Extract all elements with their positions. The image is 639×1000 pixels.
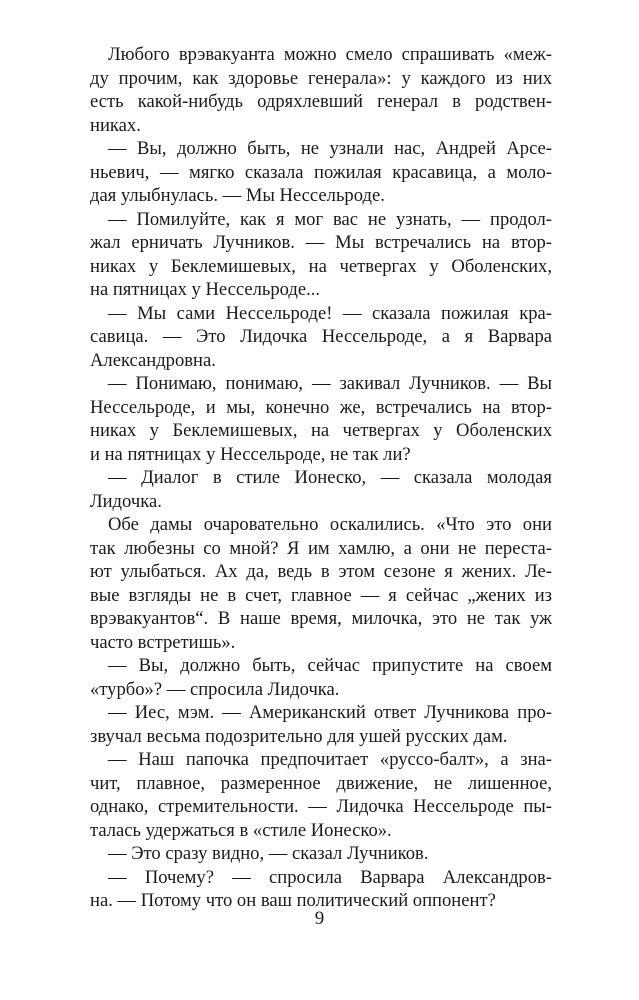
- text-line: ют улыбаться. Ах да, ведь в этом сезоне я жених. Ле-: [90, 561, 552, 582]
- text-line: — Помилуйте, как я мог вас не узнать, — продол-: [108, 208, 552, 230]
- text-line: — Это сразу видно, — сказал Лучников.: [108, 843, 429, 864]
- text-line: так любезны со мной? Я им хамлю, а они не переста-: [90, 537, 552, 559]
- text-line: никах у Беклемишевых, на четвергах у Оболенских: [90, 420, 552, 441]
- text-line: Лидочка.: [90, 490, 162, 512]
- paragraph: [90, 654, 552, 701]
- text-line: часто встретишь».: [90, 631, 236, 653]
- text-line: — Понимаю, понимаю, — закивал Лучников. — Вы: [108, 373, 552, 394]
- paragraph: [90, 137, 552, 208]
- text-line: на. — Потому что он ваш политический оппонент?: [90, 890, 496, 911]
- text-line: звучал весьма подозрительно для ушей русских дам.: [90, 725, 508, 747]
- text-line: Нессельроде, и мы, конечно же, встречались на втор-: [90, 396, 552, 418]
- text-line: — Иес, мэм. — Американский ответ Лучникова про-: [108, 702, 552, 723]
- text-line: однако, стремительности. — Лидочка Нессельроде пы-: [90, 796, 552, 817]
- text-line: — Почему? — спросила Варвара Александров-: [108, 866, 552, 888]
- text-line: чит, плавное, размеренное движение, не лишенное,: [90, 772, 552, 794]
- paragraph: [90, 208, 552, 302]
- paragraph: [90, 302, 552, 373]
- text-line: — Вы, должно быть, не узнали нас, Андрей Арсе-: [108, 138, 552, 159]
- text-line: есть какой-нибудь одряхлевший генерал в родствен-: [90, 91, 552, 112]
- body-text: [90, 43, 552, 913]
- text-line: жал ерничать Лучников. — Мы встречались на втор-: [90, 232, 552, 253]
- paragraph: [90, 842, 552, 866]
- paragraph: [90, 372, 552, 466]
- text-line: дая улыбнулась. — Мы Нессельроде.: [90, 185, 385, 206]
- text-line: Обе дамы очаровательно оскалились. «Что это они: [108, 514, 552, 535]
- paragraph: [90, 513, 552, 654]
- text-line: ньевич, — мягко сказала пожилая красавица, а моло-: [90, 161, 552, 183]
- text-line: вые взгляды не в счет, главное — я сейчас „жених из: [90, 584, 552, 606]
- text-line: «турбо»? — спросила Лидочка.: [90, 678, 340, 700]
- text-line: на пятницах у Нессельроде...: [90, 279, 321, 300]
- paragraph: [90, 701, 552, 748]
- paragraph: [90, 748, 552, 842]
- text-line: савица. — Это Лидочка Нессельроде, а я Варвара: [90, 326, 552, 347]
- text-line: — Диалог в стиле Ионеско, — сказала молодая: [108, 467, 552, 488]
- text-line: талась удержаться в «стиле Ионеско».: [90, 819, 392, 841]
- text-line: ду прочим, как здоровье генерала»: у каждого из них: [90, 67, 552, 89]
- text-line: Александровна.: [90, 349, 216, 371]
- text-line: — Наш папочка предпочитает «руссо-балт», а зна-: [108, 749, 552, 770]
- text-line: и на пятницах у Нессельроде, не так ли?: [90, 443, 411, 465]
- paragraph: [90, 866, 552, 913]
- text-line: врэвакуантов“. В наше время, милочка, это не так уж: [90, 608, 552, 629]
- paragraph: [90, 43, 552, 137]
- text-line: Любого врэвакуанта можно смело спрашивать «меж-: [108, 44, 552, 65]
- paragraph: [90, 466, 552, 513]
- text-line: никах у Беклемишевых, на четвергах у Оболенских,: [90, 255, 552, 277]
- page-number: 9: [314, 908, 325, 929]
- text-line: — Мы сами Нессельроде! — сказала пожилая кра-: [108, 302, 552, 324]
- text-line: — Вы, должно быть, сейчас припустите на своем: [108, 655, 552, 676]
- text-line: никах.: [90, 114, 141, 136]
